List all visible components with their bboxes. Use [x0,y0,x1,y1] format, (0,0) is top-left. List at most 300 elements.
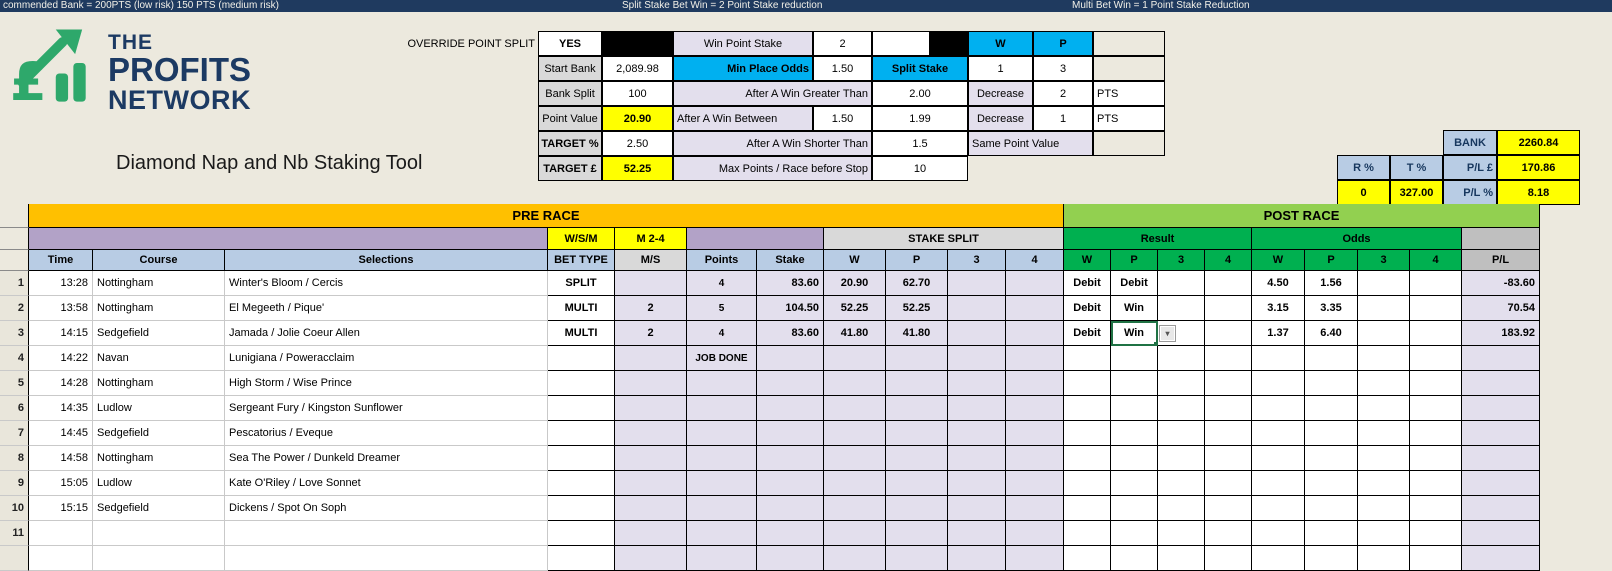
cell-ms[interactable] [615,396,687,421]
cell-pl[interactable] [1462,446,1540,471]
cell-stake[interactable] [757,521,824,546]
cell-odds-3[interactable] [1358,421,1410,446]
cell-odds-3[interactable] [1358,396,1410,421]
cell-result-p[interactable] [1111,396,1158,421]
after-win-between-lo-value[interactable]: 1.50 [813,106,872,131]
cell-split-w[interactable] [824,546,886,571]
dropdown-arrow-icon[interactable]: ▾ [1159,325,1176,342]
corner-cell [0,204,29,228]
cell-odds-w[interactable] [1252,371,1305,396]
cell-split-4[interactable] [1006,546,1064,571]
override-point-split-value[interactable]: YES [538,31,602,56]
cell-odds-w[interactable] [1252,421,1305,446]
cell-odds-3[interactable] [1358,446,1410,471]
cell-time[interactable]: 14:22 [29,346,93,371]
cell-odds-3[interactable] [1358,271,1410,296]
cell-result-3[interactable] [1158,346,1205,371]
cell-split-3[interactable] [948,521,1006,546]
cell-result-4[interactable] [1205,371,1252,396]
cell-stake[interactable] [757,446,824,471]
cell-ms[interactable] [615,421,687,446]
top-info-bar [0,0,1612,12]
cell-stake[interactable] [757,496,824,521]
pl-pct-label: P/L % [1443,180,1497,205]
cell-course[interactable]: Sedgefield [93,321,225,346]
cell-result-w[interactable] [1064,396,1111,421]
t-pct-value[interactable]: 327.00 [1390,180,1443,205]
cell-ms[interactable] [615,471,687,496]
cell-split-p[interactable] [886,496,948,521]
cell-bet-type[interactable] [548,496,615,521]
cell-result-4[interactable] [1205,421,1252,446]
max-points-label: Max Points / Race before Stop [673,156,872,181]
cell-split-w[interactable] [824,471,886,496]
cell-split-4[interactable] [1006,421,1064,446]
cell-split-4[interactable] [1006,296,1064,321]
min-place-odds-label: Min Place Odds [673,56,813,81]
point-value-value[interactable]: 20.90 [602,106,673,131]
cell-split-4[interactable] [1006,396,1064,421]
cell-course[interactable]: Nottingham [93,371,225,396]
cell-pl[interactable] [1462,471,1540,496]
cell-selections[interactable] [225,521,548,546]
table-row [0,346,1540,371]
table-row [0,296,1540,321]
cell-odds-p[interactable] [1305,471,1358,496]
cell-result-w[interactable]: Debit [1064,321,1111,346]
cell-points[interactable] [687,371,757,396]
cell-split-p[interactable] [886,546,948,571]
cell-odds-w[interactable] [1252,546,1305,571]
cell-time[interactable]: 14:58 [29,446,93,471]
cell-result-3[interactable] [1158,271,1205,296]
cell-odds-w[interactable] [1252,446,1305,471]
pl-pct-value[interactable]: 8.18 [1497,180,1580,205]
win-point-stake-value[interactable]: 2 [813,31,872,56]
cell-stake[interactable] [757,471,824,496]
cell-split-4[interactable] [1006,496,1064,521]
cell-odds-4[interactable] [1410,546,1462,571]
cell-points[interactable] [687,521,757,546]
cell-split-w[interactable]: 41.80 [824,321,886,346]
row-number: 4 [0,346,29,371]
cell-result-3[interactable] [1158,521,1205,546]
corner-cell [0,250,29,271]
cell-time[interactable] [29,546,93,571]
r-pct-value[interactable]: 0 [1337,180,1390,205]
cell-bet-type[interactable]: SPLIT [548,271,615,296]
cell-odds-p[interactable] [1305,371,1358,396]
target-pct-value[interactable]: 2.50 [602,131,673,156]
cell-pl[interactable] [1462,396,1540,421]
profits-chart-pound-icon [10,24,98,116]
cell-odds-3[interactable] [1358,346,1410,371]
cell-split-w[interactable] [824,346,886,371]
cell-stake[interactable]: 104.50 [757,296,824,321]
cell-result-3[interactable] [1158,471,1205,496]
cell-ms[interactable]: 2 [615,321,687,346]
cell-points[interactable]: 5 [687,296,757,321]
cell-odds-w[interactable] [1252,396,1305,421]
cell-result-w[interactable]: Debit [1064,296,1111,321]
cell-bet-type[interactable] [548,421,615,446]
col-header-odds-4: 4 [1410,250,1462,271]
cell-selections[interactable]: Sergeant Fury / Kingston Sunflower [225,396,548,421]
cell-result-4[interactable] [1205,471,1252,496]
split-stake-p-value[interactable]: 3 [1033,56,1093,81]
pl-band-cell [1462,228,1540,250]
cell-ms[interactable] [615,371,687,396]
cell-time[interactable]: 13:28 [29,271,93,296]
cell-result-p[interactable]: Win [1111,296,1158,321]
cell-course[interactable] [93,521,225,546]
cell-result-p[interactable] [1111,446,1158,471]
cell-selections[interactable]: Jamada / Jolie Coeur Allen [225,321,548,346]
cell-points[interactable]: 4 [687,271,757,296]
cell-odds-4[interactable] [1410,471,1462,496]
cell-odds-4[interactable] [1410,346,1462,371]
override-point-split-label: OVERRIDE POINT SPLIT [407,37,535,50]
cell-odds-4[interactable] [1410,296,1462,321]
cell-split-p[interactable] [886,446,948,471]
cell-ms[interactable] [615,446,687,471]
cell-ms[interactable] [615,346,687,371]
start-bank-value[interactable]: 2,089.98 [602,56,673,81]
cell-result-4[interactable] [1205,296,1252,321]
cell-result-3[interactable] [1158,421,1205,446]
cell-time[interactable]: 14:45 [29,421,93,446]
cell-result-w[interactable] [1064,471,1111,496]
cell-result-4[interactable] [1205,271,1252,296]
min-place-odds-value[interactable]: 1.50 [813,56,872,81]
table-band-row-2 [0,228,1540,250]
cell-selections[interactable]: Pescatorius / Eveque [225,421,548,446]
cell-split-p[interactable] [886,421,948,446]
cell-result-w[interactable] [1064,496,1111,521]
cell-stake[interactable]: 83.60 [757,321,824,346]
cell-split-p[interactable] [886,471,948,496]
cell-selections[interactable]: High Storm / Wise Prince [225,371,548,396]
odds-header: Odds [1252,228,1462,250]
cell-split-p[interactable]: 62.70 [886,271,948,296]
cell-selections[interactable]: El Megeeth / Pique' [225,296,548,321]
cell-selections[interactable]: Dickens / Spot On Soph [225,496,548,521]
cell-split-3[interactable] [948,421,1006,446]
cell-course[interactable]: Nottingham [93,271,225,296]
cell-odds-p[interactable]: 1.56 [1305,271,1358,296]
cell-odds-4[interactable] [1410,496,1462,521]
cell-result-p[interactable] [1111,346,1158,371]
cell-pl[interactable]: 70.54 [1462,296,1540,321]
cell-result-3[interactable] [1158,396,1205,421]
cell-split-p[interactable] [886,346,948,371]
pl-amt-value[interactable]: 170.86 [1497,155,1580,180]
same-point-value-label: Same Point Value [968,131,1093,156]
cell-result-p[interactable] [1111,496,1158,521]
cell-stake[interactable]: 83.60 [757,271,824,296]
cell-split-3[interactable] [948,346,1006,371]
cell-split-p[interactable]: 41.80 [886,321,948,346]
cell-odds-p[interactable] [1305,446,1358,471]
cell-odds-p[interactable] [1305,396,1358,421]
cell-bet-type[interactable] [548,471,615,496]
cell-odds-p[interactable] [1305,546,1358,571]
cell-odds-p[interactable] [1305,421,1358,446]
cell-pl[interactable] [1462,521,1540,546]
cell-split-4[interactable] [1006,371,1064,396]
cell-stake[interactable] [757,421,824,446]
cell-pl[interactable] [1462,421,1540,446]
cell-split-3[interactable] [948,471,1006,496]
topbar-note-multi-bet: Multi Bet Win = 1 Point Stake Reduction [1072,0,1250,11]
cell-odds-4[interactable] [1410,396,1462,421]
cell-odds-3[interactable] [1358,371,1410,396]
cell-odds-3[interactable] [1358,471,1410,496]
col-header-split-3: 3 [948,250,1006,271]
cell-split-w[interactable] [824,371,886,396]
col-header-points: Points [687,250,757,271]
cell-result-3[interactable] [1158,371,1205,396]
cell-points[interactable]: JOB DONE [687,346,757,371]
cell-odds-4[interactable] [1410,371,1462,396]
table-row [0,396,1540,421]
cell-split-3[interactable] [948,321,1006,346]
cell-bet-type[interactable] [548,521,615,546]
win-point-stake-label: Win Point Stake [673,31,813,56]
cell-selections[interactable]: Lunigiana / Poweracclaim [225,346,548,371]
cell-odds-w[interactable] [1252,496,1305,521]
cell-time[interactable] [29,521,93,546]
cell-odds-w[interactable]: 4.50 [1252,271,1305,296]
cell-stake[interactable] [757,371,824,396]
wsm-header: W/S/M [548,228,615,250]
cell-odds-3[interactable] [1358,296,1410,321]
cell-result-w[interactable] [1064,521,1111,546]
cell-odds-3[interactable] [1358,521,1410,546]
cell-bet-type[interactable] [548,371,615,396]
cell-odds-p[interactable] [1305,346,1358,371]
cell-odds-3[interactable] [1358,496,1410,521]
cell-course[interactable]: Sedgefield [93,421,225,446]
stake-split-header: STAKE SPLIT [824,228,1064,250]
cell-selections[interactable] [225,546,548,571]
cell-odds-4[interactable] [1410,446,1462,471]
cell-time[interactable]: 14:28 [29,371,93,396]
cell-result-p[interactable] [1111,421,1158,446]
cell-split-4[interactable] [1006,321,1064,346]
table-row [0,446,1540,471]
cell-split-4[interactable] [1006,521,1064,546]
cell-split-4[interactable] [1006,446,1064,471]
cell-time[interactable]: 15:05 [29,471,93,496]
cell-result-p[interactable] [1111,521,1158,546]
cell-split-p[interactable] [886,371,948,396]
cell-odds-4[interactable] [1410,421,1462,446]
cell-result-4[interactable] [1205,446,1252,471]
cell-split-3[interactable] [948,396,1006,421]
after-win-greater-value[interactable]: 2.00 [872,81,968,106]
cell-pl[interactable] [1462,346,1540,371]
cell-split-3[interactable] [948,296,1006,321]
cell-split-p[interactable] [886,396,948,421]
cell-split-3[interactable] [948,271,1006,296]
cell-result-p[interactable]: Debit [1111,271,1158,296]
cell-result-p[interactable] [1111,471,1158,496]
cell-bet-type[interactable] [548,396,615,421]
split-stake-w-value[interactable]: 1 [968,56,1033,81]
cell-points[interactable] [687,471,757,496]
cell-split-w[interactable] [824,496,886,521]
cell-split-w[interactable] [824,421,886,446]
cell-split-w[interactable] [824,446,886,471]
cell-result-4[interactable] [1205,496,1252,521]
cell-bet-type[interactable] [548,446,615,471]
table-row [0,521,1540,546]
decrease1-pts-value[interactable]: 2 [1033,81,1093,106]
cell-split-3[interactable] [948,371,1006,396]
cell-split-3[interactable] [948,546,1006,571]
cell-bet-type[interactable] [548,346,615,371]
target-amt-value[interactable]: 52.25 [602,156,673,181]
cell-odds-3[interactable] [1358,546,1410,571]
cell-odds-w[interactable] [1252,521,1305,546]
cell-stake[interactable] [757,396,824,421]
cell-selections[interactable]: Sea The Power / Dunkeld Dreamer [225,446,548,471]
cell-result-4[interactable] [1205,396,1252,421]
cell-odds-p[interactable]: 3.35 [1305,296,1358,321]
cell-ms[interactable] [615,521,687,546]
col-header-odds-w: W [1252,250,1305,271]
cell-odds-w[interactable] [1252,471,1305,496]
cell-odds-p[interactable] [1305,496,1358,521]
table-row [0,371,1540,396]
cell-result-3[interactable] [1158,496,1205,521]
cell-course[interactable]: Ludlow [93,396,225,421]
cell-result-p[interactable] [1111,371,1158,396]
cell-result-4[interactable] [1205,546,1252,571]
cell-pl[interactable] [1462,496,1540,521]
cell-result-4[interactable] [1205,321,1252,346]
logo-line-network: NETWORK [108,85,251,116]
topbar-note-recommended-bank: commended Bank = 200PTS (low risk) 150 PTS (medium risk) [3,0,279,11]
cell-course[interactable]: Nottingham [93,296,225,321]
cell-selections[interactable]: Kate O'Riley / Love Sonnet [225,471,548,496]
cell-stake[interactable] [757,346,824,371]
cell-odds-3[interactable] [1358,321,1410,346]
decrease2-pts-value[interactable]: 1 [1033,106,1093,131]
cell-odds-w[interactable]: 1.37 [1252,321,1305,346]
cell-result-4[interactable] [1205,521,1252,546]
cell-ms[interactable] [615,546,687,571]
cell-points[interactable]: 4 [687,321,757,346]
cell-result-3[interactable] [1158,296,1205,321]
cell-points[interactable] [687,421,757,446]
cell-ms[interactable] [615,496,687,521]
cell-bet-type[interactable]: MULTI [548,296,615,321]
cell-result-w[interactable] [1064,446,1111,471]
cell-pl[interactable]: -83.60 [1462,271,1540,296]
cell-odds-4[interactable] [1410,321,1462,346]
cell-split-4[interactable] [1006,346,1064,371]
cell-stake[interactable] [757,546,824,571]
cell-ms[interactable]: 2 [615,296,687,321]
cell-split-p[interactable] [886,521,948,546]
bank-value[interactable]: 2260.84 [1497,130,1580,155]
cell-result-3[interactable] [1158,446,1205,471]
purple-band-right [687,228,824,250]
max-points-value[interactable]: 10 [872,156,968,181]
cell-pl[interactable] [1462,371,1540,396]
cell-points[interactable] [687,446,757,471]
cell-odds-p[interactable] [1305,521,1358,546]
cell-result-3[interactable] [1158,546,1205,571]
cell-time[interactable]: 15:15 [29,496,93,521]
cell-pl[interactable] [1462,546,1540,571]
cell-course[interactable]: Sedgefield [93,496,225,521]
cell-points[interactable] [687,496,757,521]
cell-odds-4[interactable] [1410,521,1462,546]
cell-time[interactable]: 13:58 [29,296,93,321]
cell-split-w[interactable]: 52.25 [824,296,886,321]
cell-pl[interactable]: 183.92 [1462,321,1540,346]
bank-split-value[interactable]: 100 [602,81,673,106]
cell-result-w[interactable] [1064,371,1111,396]
cell-split-w[interactable] [824,521,886,546]
cell-result-p[interactable]: Win [1111,321,1158,346]
cell-split-4[interactable] [1006,271,1064,296]
cell-bet-type[interactable] [548,546,615,571]
cell-result-w[interactable] [1064,546,1111,571]
cell-odds-w[interactable]: 3.15 [1252,296,1305,321]
after-win-shorter-value[interactable]: 1.5 [872,131,968,156]
after-win-greater-label: After A Win Greater Than [673,81,872,106]
cell-ms[interactable] [615,271,687,296]
cell-time[interactable]: 14:15 [29,321,93,346]
cell-result-w[interactable] [1064,346,1111,371]
cell-split-w[interactable]: 20.90 [824,271,886,296]
blank-cell [1093,131,1165,156]
cell-selections[interactable]: Winter's Bloom / Cercis [225,271,548,296]
cell-result-p[interactable] [1111,546,1158,571]
after-win-between-hi-value[interactable]: 1.99 [872,106,968,131]
cell-course[interactable]: Nottingham [93,446,225,471]
cell-result-4[interactable] [1205,346,1252,371]
cell-points[interactable] [687,396,757,421]
cell-course[interactable] [93,546,225,571]
cell-result-3[interactable] [1158,321,1205,346]
col-header-time: Time [29,250,93,271]
cell-split-w[interactable] [824,396,886,421]
table-row [0,471,1540,496]
svg-text:£: £ [10,51,47,113]
cell-course[interactable]: Ludlow [93,471,225,496]
cell-result-w[interactable] [1064,421,1111,446]
cell-time[interactable]: 14:35 [29,396,93,421]
cell-odds-w[interactable] [1252,346,1305,371]
cell-odds-p[interactable]: 6.40 [1305,321,1358,346]
cell-points[interactable] [687,546,757,571]
cell-split-p[interactable]: 52.25 [886,296,948,321]
cell-split-3[interactable] [948,446,1006,471]
cell-split-3[interactable] [948,496,1006,521]
row-number: 7 [0,421,29,446]
cell-bet-type[interactable]: MULTI [548,321,615,346]
cell-odds-4[interactable] [1410,271,1462,296]
cell-result-w[interactable]: Debit [1064,271,1111,296]
w-column-header: W [968,31,1033,56]
cell-course[interactable]: Navan [93,346,225,371]
cell-split-4[interactable] [1006,471,1064,496]
